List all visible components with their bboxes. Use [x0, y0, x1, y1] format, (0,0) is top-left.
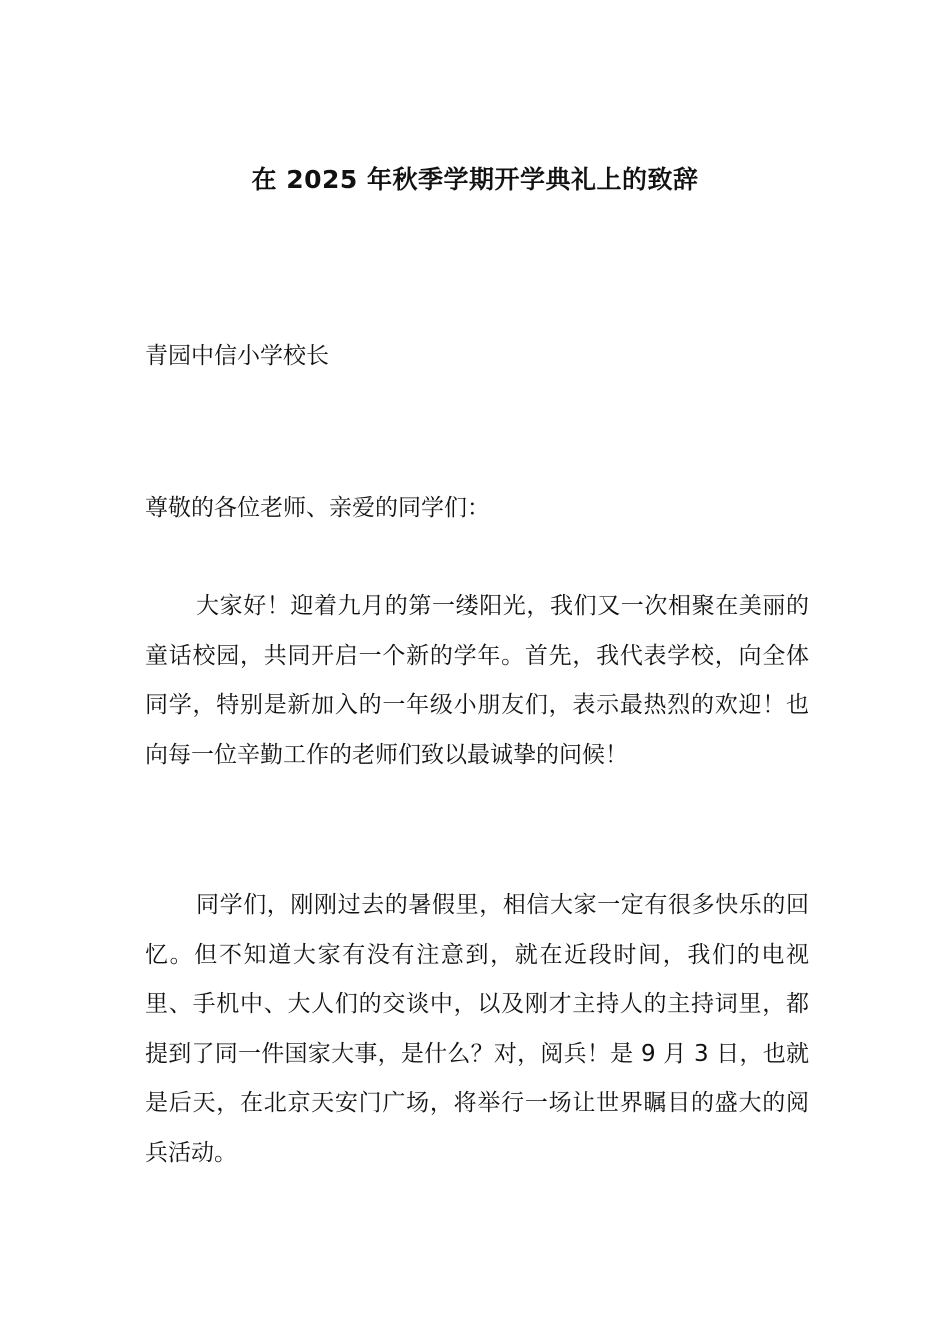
paragraph-parade: 同学们，刚刚过去的暑假里，相信大家一定有很多快乐的回忆。但不知道大家有没有注意到，就在近段时间，我们的电视里、手机中、大人们的交谈中，以及刚才主持人的主持词里，都提到了同一件国家大事，是什么？对，阅兵！是 9 月 3 日，也就是后天，在北京天安门广场，将举行一场让世界瞩目的盛大的阅兵活动。	[145, 892, 809, 1166]
paragraph-welcome: 大家好！迎着九月的第一缕阳光，我们又一次相聚在美丽的童话校园，共同开启一个新的学年。首先，我代表学校，向全体同学，特别是新加入的一年级小朋友们，表示最热烈的欢迎！也向每一位辛勤工作的老师们致以最诚挚的问候！	[145, 593, 809, 768]
greeting-line: 尊敬的各位老师、亲爱的同学们：	[145, 495, 490, 521]
document-title: 在 2025 年秋季学期开学典礼上的致辞	[251, 165, 699, 194]
author-line: 青园中信小学校长	[145, 343, 329, 369]
